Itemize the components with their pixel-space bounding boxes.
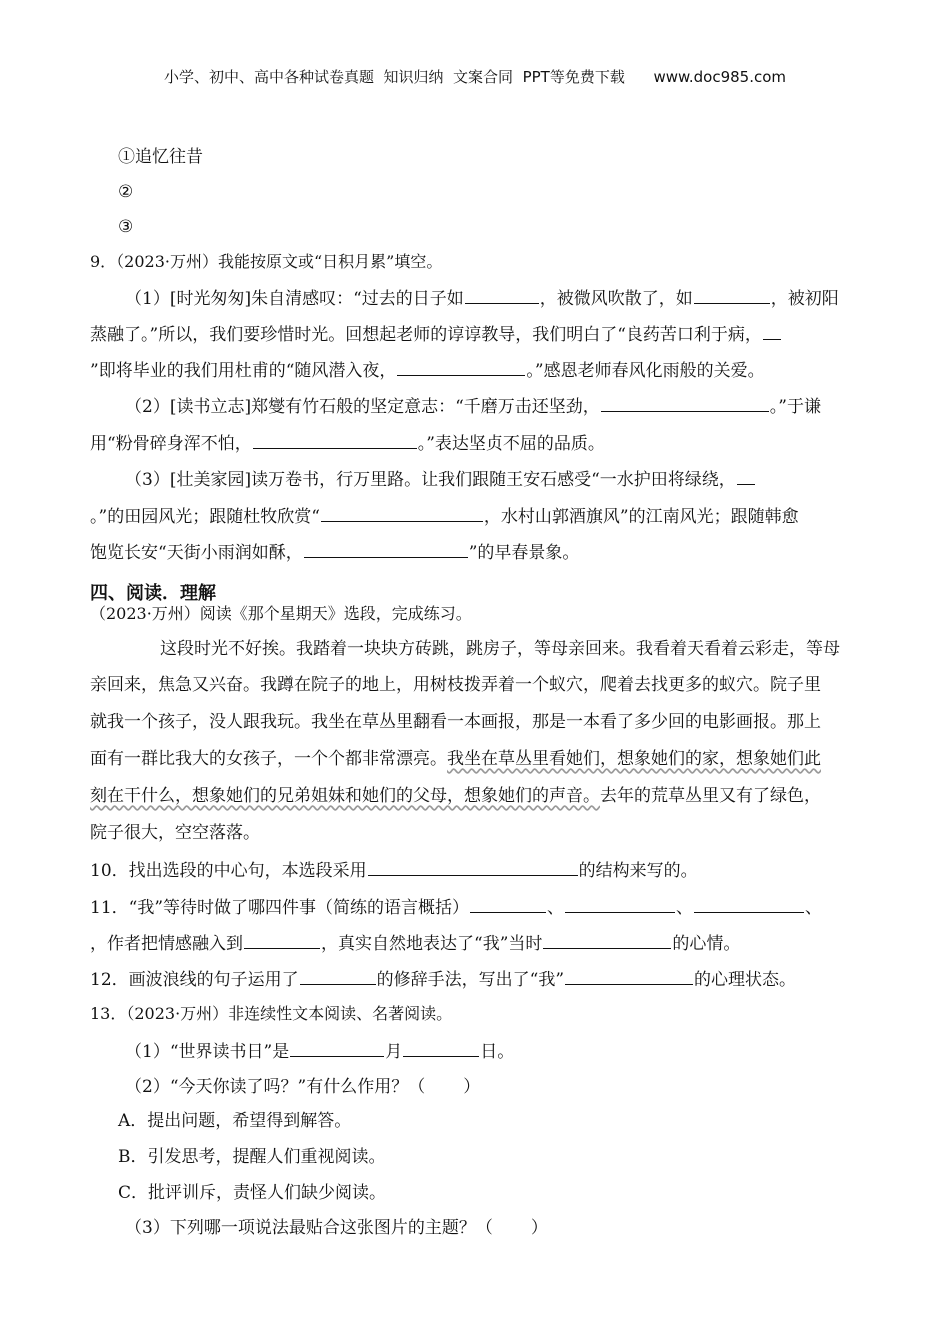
item-3: ③ <box>118 217 134 237</box>
blank[interactable] <box>321 505 483 522</box>
q13-p2: （2）“今天你读了吗？”有什么作用？（ ） <box>125 1077 481 1097</box>
q9-p3-line2: 。”的田园风光；跟随杜牧欣赏“ ，水村山郭酒旗风”的江南风光；跟随韩愈 <box>90 507 799 527</box>
page-header <box>0 66 950 87</box>
blank[interactable] <box>694 287 770 304</box>
option-c[interactable]: C．批评训斥，责怪人们缺少阅读。 <box>118 1183 387 1203</box>
wavy-sentence: 我坐在草丛里看她们，想象她们的家，想象她们此 <box>447 749 821 769</box>
section-heading: 四、阅读．理解 <box>90 583 216 604</box>
blank[interactable] <box>300 968 376 985</box>
header-text: 小学、初中、高中各种试卷真题 知识归纳 文案合同 PPT等免费下载 <box>163 68 625 86</box>
blank[interactable] <box>290 1040 384 1057</box>
blank[interactable] <box>304 541 468 558</box>
q13-p3: （3）下列哪一项说法最贴合这张图片的主题？（ ） <box>125 1218 548 1238</box>
q10: 10．找出选段的中心句，本选段采用 的结构来写的。 <box>90 861 698 881</box>
passage-line: 院子很大，空空落落。 <box>90 823 260 843</box>
q13-title: 13．（2023·万州）非连续性文本阅读、名著阅读。 <box>90 1004 453 1023</box>
passage-line: 这段时光不好挨。我踏着一块块方砖跳，跳房子，等母亲回来。我看着天看着云彩走，等母 <box>160 639 840 659</box>
wavy-sentence: 刻在干什么，想象她们的兄弟姐妹和她们的父母，想象她们的声音。 <box>90 786 600 806</box>
blank[interactable] <box>737 468 755 485</box>
blank[interactable] <box>470 896 546 913</box>
blank[interactable] <box>543 932 671 949</box>
q12: 12．画波浪线的句子运用了 的修辞手法，写出了“我” 的心理状态。 <box>90 970 797 990</box>
option-b[interactable]: B．引发思考，提醒人们重视阅读。 <box>118 1147 386 1167</box>
blank[interactable] <box>601 395 769 412</box>
q9-title: 9．（2023·万州）我能按原文或“日积月累”填空。 <box>90 252 443 271</box>
blank[interactable] <box>244 932 320 949</box>
q11-line1: 11．“我”等待时做了哪四件事（简练的语言概括） 、 、 、 <box>90 898 823 918</box>
q9-p2-line2: 用“粉骨碎身浑不怕， 。”表达坚贞不屈的品质。 <box>90 434 605 454</box>
blank[interactable] <box>763 323 781 340</box>
blank[interactable] <box>397 359 525 376</box>
passage-line: 亲回来，焦急又兴奋。我蹲在院子的地上，用树枝拨弄着一个蚁穴，爬着去找更多的蚁穴。院子里 <box>90 675 821 695</box>
passage-line: 就我一个孩子，没人跟我玩。我坐在草丛里翻看一本画报，那是一本看了多少回的电影画报。那上 <box>90 712 821 732</box>
q9-p3-line3: 饱览长安“天街小雨润如酥， ”的早春景象。 <box>90 543 580 563</box>
blank[interactable] <box>253 432 417 449</box>
blank[interactable] <box>403 1040 479 1057</box>
q9-p1-line2: 蒸融了。”所以，我们要珍惜时光。回想起老师的谆谆教导，我们明白了“良药苦口利于病， <box>90 323 870 346</box>
passage-line: 面有一群比我大的女孩子，一个个都非常漂亮。我坐在草丛里看她们，想象她们的家，想象她们此 <box>90 749 821 769</box>
q11-line2: ，作者把情感融入到 ，真实自然地表达了“我”当时 的心情。 <box>90 934 741 954</box>
q13-p1: （1）“世界读书日”是 月 日。 <box>125 1042 515 1062</box>
q9-p1-line3: ”即将毕业的我们用杜甫的“随风潜入夜， 。”感恩老师春风化雨般的关爱。 <box>90 361 765 381</box>
blank[interactable] <box>694 896 804 913</box>
q9-p1-line1: （1）[时光匆匆]朱自清感叹：“过去的日子如 ，被微风吹散了，如 ，被初阳 <box>125 289 839 309</box>
blank[interactable] <box>565 896 675 913</box>
option-a[interactable]: A．提出问题，希望得到解答。 <box>118 1111 352 1131</box>
blank[interactable] <box>368 859 578 876</box>
blank[interactable] <box>465 287 539 304</box>
item-2: ② <box>118 182 134 202</box>
reading-intro: （2023·万州）阅读《那个星期天》选段，完成练习。 <box>90 604 472 623</box>
passage-line: 刻在干什么，想象她们的兄弟姐妹和她们的父母，想象她们的声音。去年的荒草丛里又有了绿色， <box>90 786 821 806</box>
item-1: ①追忆往昔 <box>118 147 203 167</box>
q9-p2-line1: （2）[读书立志]郑燮有竹石般的坚定意志：“千磨万击还坚劲， 。”于谦 <box>125 397 821 417</box>
blank[interactable] <box>565 968 693 985</box>
header-site: www.doc985.com <box>653 68 787 86</box>
q9-p3-line1: （3）[壮美家园]读万卷书，行万里路。让我们跟随王安石感受“一水护田将绿绕， <box>125 468 905 491</box>
